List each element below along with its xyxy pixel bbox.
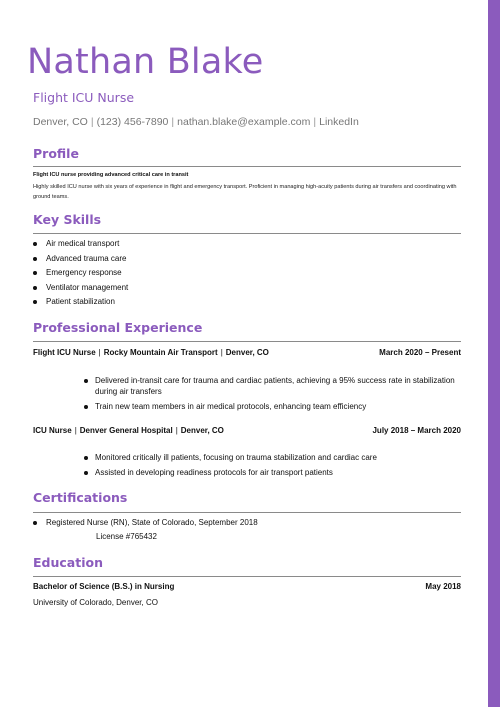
contact-phone: (123) 456-7890	[96, 116, 169, 128]
skill-item: Patient stabilization	[33, 296, 128, 311]
section-title-profile: Profile	[33, 146, 79, 161]
section-title-skills: Key Skills	[33, 212, 102, 227]
certification-item: Registered Nurse (RN), State of Colorado, September 2018	[33, 517, 258, 532]
education-header	[33, 582, 461, 591]
contact-location: Denver, CO	[33, 116, 88, 128]
contact-separator: |	[90, 116, 94, 128]
section-title-education: Education	[33, 555, 103, 570]
linkedin-link[interactable]: LinkedIn	[319, 116, 359, 128]
section-divider	[33, 512, 461, 513]
section-divider	[33, 166, 461, 167]
accent-side-bar	[488, 0, 500, 707]
skill-item: Air medical transport	[33, 238, 128, 253]
job-bullet-list	[84, 375, 464, 416]
section-divider	[33, 341, 461, 342]
profile-headline: Flight ICU nurse providing advanced critical care in transit	[33, 172, 189, 178]
contact-line	[33, 116, 359, 128]
job-bullet: Monitored critically ill patients, focusing on trauma stabilization and cardiac care	[84, 452, 464, 463]
job-title: ICU Nurse	[33, 426, 72, 435]
skill-item: Advanced trauma care	[33, 253, 128, 268]
section-title-experience: Professional Experience	[33, 320, 203, 335]
education-school: University of Colorado, Denver, CO	[33, 598, 158, 607]
job-dates: July 2018 – March 2020	[372, 426, 461, 435]
profile-summary: Highly skilled ICU nurse with six years of experience in flight and emergency transport. Proficient in managing high-acuity patients during air transfers and coordinating with ground teams.	[33, 184, 457, 200]
job-separator: |	[74, 426, 77, 435]
job-title: Flight ICU Nurse	[33, 348, 96, 357]
contact-email[interactable]: nathan.blake@example.com	[177, 116, 311, 128]
job-location: Denver, CO	[225, 348, 269, 357]
job-title: Flight ICU Nurse	[33, 90, 135, 105]
section-title-certifications: Certifications	[33, 490, 128, 505]
job-employer: Rocky Mountain Air Transport	[103, 348, 218, 357]
job-location: Denver, CO	[180, 426, 224, 435]
candidate-name: Nathan Blake	[27, 42, 264, 82]
section-divider	[33, 233, 461, 234]
job-bullet: Train new team members in air medical protocols, enhancing team efficiency	[84, 401, 464, 412]
certification-list	[33, 517, 258, 532]
skill-item: Emergency response	[33, 267, 128, 282]
contact-separator: |	[171, 116, 175, 128]
job-header	[33, 348, 461, 357]
education-date: May 2018	[425, 582, 461, 591]
job-bullet: Delivered in-transit care for trauma and cardiac patients, achieving a 95% success rate in stabilization during air transfers	[84, 375, 464, 397]
job-dates: March 2020 – Present	[379, 348, 461, 357]
job-separator: |	[98, 348, 101, 357]
section-divider	[33, 576, 461, 577]
skill-item: Ventilator management	[33, 282, 128, 297]
skills-list	[33, 238, 128, 311]
certification-license: License #765432	[96, 532, 157, 541]
job-header	[33, 426, 461, 435]
job-separator: |	[175, 426, 178, 435]
contact-separator: |	[313, 116, 317, 128]
education-degree: Bachelor of Science (B.S.) in Nursing	[33, 582, 175, 591]
job-separator: |	[220, 348, 223, 357]
job-bullet-list	[84, 452, 464, 482]
job-employer: Denver General Hospital	[79, 426, 173, 435]
job-bullet: Assisted in developing readiness protocols for air transport patients	[84, 467, 464, 478]
